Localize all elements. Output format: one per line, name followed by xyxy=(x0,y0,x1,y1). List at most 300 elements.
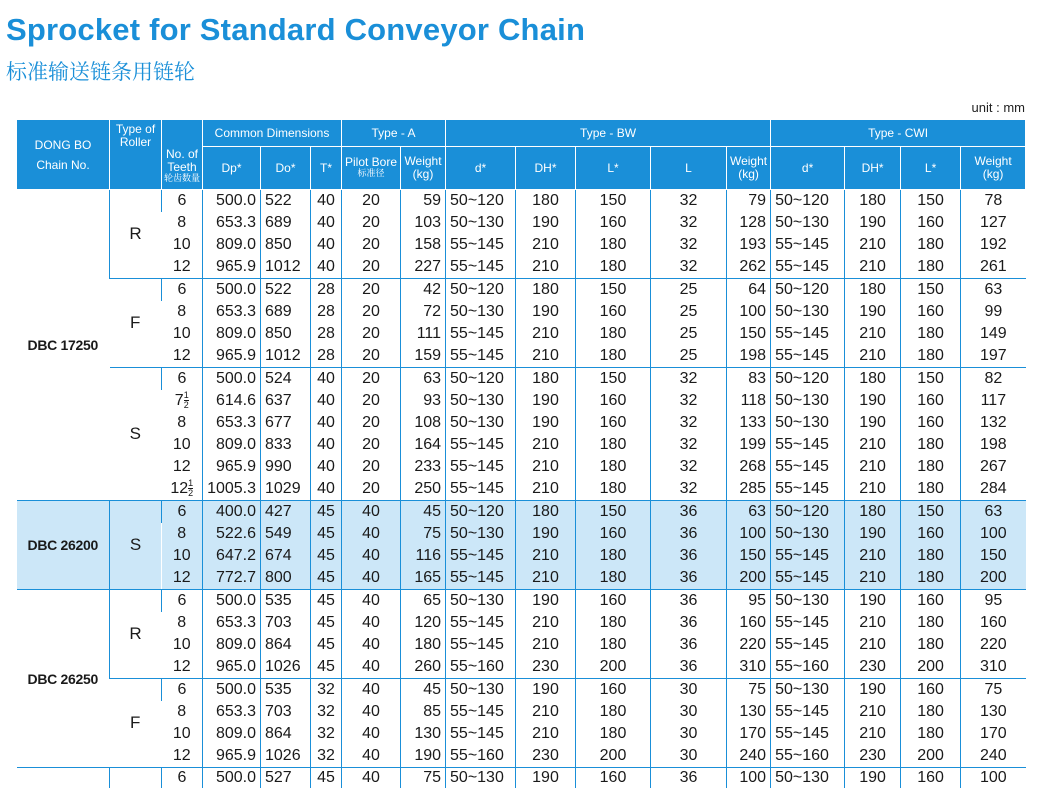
cell-t: 32 xyxy=(311,723,342,745)
cell-pilot-bore: 40 xyxy=(342,745,401,768)
cell-pilot-bore: 20 xyxy=(342,412,401,434)
cell-cwi-d: 55~145 xyxy=(771,545,845,567)
cell-bw-d: 55~145 xyxy=(446,478,516,501)
cell-teeth xyxy=(162,567,203,590)
cell-dp: 500.0 xyxy=(203,190,261,213)
teeth-value: 8 xyxy=(177,525,186,542)
header-weight-a-label: Weight xyxy=(401,155,445,168)
cell-cwi-lstar: 180 xyxy=(901,345,961,368)
cell-weight-a: 227 xyxy=(401,256,446,279)
cell-cwi-lstar: 180 xyxy=(901,612,961,634)
cell-cwi-d: 50~120 xyxy=(771,190,845,213)
cell-cwi-lstar: 160 xyxy=(901,590,961,613)
cell-dp: 500.0 xyxy=(203,279,261,302)
cell-dp: 809.0 xyxy=(203,634,261,656)
table-body xyxy=(17,190,1026,788)
teeth-value: 10 xyxy=(173,436,191,453)
header-weight-bw-kg: (kg) xyxy=(727,168,770,181)
cell-do: 800 xyxy=(261,567,311,590)
cell-weight-a: 59 xyxy=(401,190,446,213)
cell-pilot-bore: 40 xyxy=(342,501,401,524)
cell-dp: 965.9 xyxy=(203,256,261,279)
cell-cwi-lstar: 160 xyxy=(901,212,961,234)
teeth-value: 6 xyxy=(178,192,187,209)
table-row xyxy=(17,701,1026,723)
cell-t: 28 xyxy=(311,301,342,323)
cell-bw-dh: 190 xyxy=(516,590,576,613)
table-row xyxy=(17,212,1026,234)
header-weight-a xyxy=(401,147,446,190)
cell-bw-dh: 210 xyxy=(516,434,576,456)
cell-cwi-dh: 190 xyxy=(845,768,901,788)
cell-weight-a: 72 xyxy=(401,301,446,323)
cell-weight-a: 180 xyxy=(401,634,446,656)
cell-do: 524 xyxy=(261,368,311,391)
cell-bw-d: 55~145 xyxy=(446,545,516,567)
cell-t: 40 xyxy=(311,190,342,213)
cell-bw-lstar: 160 xyxy=(576,679,651,702)
cell-bw-weight: 64 xyxy=(727,279,771,302)
header-pilot-bore-en: Pilot Bore xyxy=(342,156,400,169)
cell-bw-l: 32 xyxy=(651,478,727,501)
cell-bw-l: 32 xyxy=(651,368,727,391)
table-row xyxy=(17,390,1026,412)
cell-t: 45 xyxy=(311,612,342,634)
cell-t: 40 xyxy=(311,212,342,234)
cell-cwi-weight: 198 xyxy=(961,434,1026,456)
cell-bw-d: 55~145 xyxy=(446,323,516,345)
cell-pilot-bore: 40 xyxy=(342,545,401,567)
cell-bw-dh: 210 xyxy=(516,345,576,368)
cell-cwi-lstar: 160 xyxy=(901,523,961,545)
teeth-value: 12 xyxy=(170,480,188,497)
teeth-value: 8 xyxy=(177,214,186,231)
cell-cwi-lstar: 150 xyxy=(901,190,961,213)
cell-bw-l: 25 xyxy=(651,279,727,302)
chain-model: DBC 17250 xyxy=(17,190,110,501)
cell-bw-lstar: 180 xyxy=(576,723,651,745)
header-chain-no-line2: Chain No. xyxy=(17,155,109,175)
cell-cwi-weight: 284 xyxy=(961,478,1026,501)
cell-weight-a: 250 xyxy=(401,478,446,501)
table-row xyxy=(17,679,1026,702)
cell-cwi-dh: 190 xyxy=(845,212,901,234)
fraction-numerator: 1 xyxy=(184,391,189,400)
cell-cwi-lstar: 160 xyxy=(901,390,961,412)
cell-dp: 614.6 xyxy=(203,390,261,412)
cell-teeth xyxy=(162,545,203,567)
teeth-value: 8 xyxy=(177,614,186,631)
cell-do: 1012 xyxy=(261,256,311,279)
teeth-value: 10 xyxy=(173,547,191,564)
roller-type: F xyxy=(110,279,162,368)
cell-cwi-dh: 180 xyxy=(845,501,901,524)
cell-weight-a: 120 xyxy=(401,612,446,634)
header-cwi-dh: DH* xyxy=(845,147,901,190)
cell-weight-a: 103 xyxy=(401,212,446,234)
table-row xyxy=(17,345,1026,368)
cell-dp: 500.0 xyxy=(203,768,261,788)
cell-cwi-d: 50~130 xyxy=(771,679,845,702)
cell-teeth xyxy=(162,234,203,256)
cell-bw-weight: 193 xyxy=(727,234,771,256)
cell-pilot-bore: 20 xyxy=(342,456,401,478)
cell-bw-dh: 180 xyxy=(516,279,576,302)
cell-do: 677 xyxy=(261,412,311,434)
teeth-value: 12 xyxy=(173,658,191,675)
cell-bw-lstar: 180 xyxy=(576,634,651,656)
cell-bw-lstar: 180 xyxy=(576,545,651,567)
header-chain-no-line1: DONG BO xyxy=(17,135,109,155)
cell-cwi-lstar: 150 xyxy=(901,501,961,524)
cell-do: 527 xyxy=(261,768,311,788)
cell-bw-weight: 128 xyxy=(727,212,771,234)
cell-bw-l: 36 xyxy=(651,768,727,788)
header-roller-line1: Type of xyxy=(110,123,161,136)
cell-bw-lstar: 160 xyxy=(576,390,651,412)
cell-dp: 965.9 xyxy=(203,345,261,368)
cell-cwi-weight: 78 xyxy=(961,190,1026,213)
cell-bw-l: 32 xyxy=(651,234,727,256)
cell-bw-dh: 180 xyxy=(516,368,576,391)
cell-bw-lstar: 180 xyxy=(576,478,651,501)
cell-bw-d: 50~130 xyxy=(446,679,516,702)
header-do: Do* xyxy=(261,147,311,190)
cell-bw-d: 50~130 xyxy=(446,412,516,434)
cell-cwi-d: 50~120 xyxy=(771,279,845,302)
cell-weight-a: 93 xyxy=(401,390,446,412)
table-row xyxy=(17,567,1026,590)
header-bw-d: d* xyxy=(446,147,516,190)
cell-t: 40 xyxy=(311,390,342,412)
cell-dp: 965.9 xyxy=(203,456,261,478)
cell-dp: 809.0 xyxy=(203,434,261,456)
cell-cwi-weight: 63 xyxy=(961,279,1026,302)
cell-cwi-weight: 267 xyxy=(961,456,1026,478)
cell-t: 40 xyxy=(311,256,342,279)
table-row xyxy=(17,612,1026,634)
cell-pilot-bore: 40 xyxy=(342,723,401,745)
cell-pilot-bore: 40 xyxy=(342,679,401,702)
cell-cwi-dh: 210 xyxy=(845,567,901,590)
header-teeth-line1: No. of xyxy=(162,148,202,161)
cell-t: 45 xyxy=(311,523,342,545)
page-subtitle: 标准输送链条用链轮 xyxy=(6,56,195,86)
cell-weight-a: 85 xyxy=(401,701,446,723)
cell-dp: 500.0 xyxy=(203,590,261,613)
cell-dp: 400.0 xyxy=(203,501,261,524)
cell-bw-d: 50~130 xyxy=(446,590,516,613)
cell-cwi-weight: 192 xyxy=(961,234,1026,256)
cell-cwi-dh: 210 xyxy=(845,634,901,656)
table-row xyxy=(17,412,1026,434)
cell-cwi-weight: 261 xyxy=(961,256,1026,279)
cell-teeth xyxy=(162,256,203,279)
table-row xyxy=(17,279,1026,302)
cell-bw-weight: 100 xyxy=(727,523,771,545)
cell-bw-d: 55~160 xyxy=(446,745,516,768)
cell-weight-a: 158 xyxy=(401,234,446,256)
cell-bw-weight: 150 xyxy=(727,323,771,345)
cell-bw-weight: 160 xyxy=(727,612,771,634)
cell-cwi-weight: 220 xyxy=(961,634,1026,656)
cell-dp: 653.3 xyxy=(203,612,261,634)
unit-label: unit : mm xyxy=(972,100,1025,115)
chain-model: DBC 26200 xyxy=(17,501,110,590)
teeth-value: 10 xyxy=(173,236,191,253)
cell-bw-d: 55~145 xyxy=(446,434,516,456)
cell-cwi-lstar: 160 xyxy=(901,679,961,702)
teeth-value: 12 xyxy=(173,569,191,586)
header-type-a: Type - A xyxy=(342,120,446,147)
cell-pilot-bore: 20 xyxy=(342,323,401,345)
cell-bw-l: 32 xyxy=(651,434,727,456)
fraction-numerator: 1 xyxy=(188,479,193,488)
cell-bw-dh: 210 xyxy=(516,701,576,723)
cell-cwi-weight: 127 xyxy=(961,212,1026,234)
cell-bw-l: 36 xyxy=(651,590,727,613)
cell-bw-dh: 190 xyxy=(516,301,576,323)
cell-bw-d: 55~145 xyxy=(446,612,516,634)
cell-weight-a: 45 xyxy=(401,501,446,524)
cell-weight-a: 116 xyxy=(401,545,446,567)
cell-bw-d: 50~130 xyxy=(446,390,516,412)
cell-bw-dh: 210 xyxy=(516,478,576,501)
cell-bw-l: 32 xyxy=(651,190,727,213)
cell-do: 522 xyxy=(261,279,311,302)
cell-t: 40 xyxy=(311,412,342,434)
cell-bw-lstar: 180 xyxy=(576,612,651,634)
cell-bw-d: 50~120 xyxy=(446,190,516,213)
teeth-value: 10 xyxy=(173,725,191,742)
teeth-value: 6 xyxy=(178,592,187,609)
cell-pilot-bore: 40 xyxy=(342,590,401,613)
cell-pilot-bore: 20 xyxy=(342,190,401,213)
cell-t: 32 xyxy=(311,679,342,702)
cell-bw-l: 25 xyxy=(651,323,727,345)
cell-cwi-weight: 149 xyxy=(961,323,1026,345)
cell-dp: 653.3 xyxy=(203,701,261,723)
cell-do: 689 xyxy=(261,301,311,323)
header-weight-bw-label: Weight xyxy=(727,155,770,168)
cell-bw-weight: 220 xyxy=(727,634,771,656)
cell-dp: 1005.3 xyxy=(203,478,261,501)
cell-do: 1026 xyxy=(261,745,311,768)
header-cwi-d: d* xyxy=(771,147,845,190)
header-weight-cwi xyxy=(961,147,1026,190)
cell-cwi-dh: 190 xyxy=(845,590,901,613)
cell-bw-d: 55~145 xyxy=(446,256,516,279)
header-type-of-roller xyxy=(110,120,162,190)
cell-cwi-lstar: 180 xyxy=(901,545,961,567)
cell-bw-lstar: 150 xyxy=(576,368,651,391)
cell-cwi-lstar: 180 xyxy=(901,234,961,256)
cell-bw-d: 55~145 xyxy=(446,456,516,478)
cell-teeth xyxy=(162,745,203,768)
cell-cwi-lstar: 180 xyxy=(901,701,961,723)
cell-bw-weight: 130 xyxy=(727,701,771,723)
cell-teeth xyxy=(162,323,203,345)
cell-t: 45 xyxy=(311,567,342,590)
cell-teeth xyxy=(162,523,203,545)
cell-bw-l: 36 xyxy=(651,612,727,634)
cell-bw-l: 30 xyxy=(651,701,727,723)
cell-do: 703 xyxy=(261,701,311,723)
cell-bw-l: 36 xyxy=(651,634,727,656)
cell-cwi-d: 55~145 xyxy=(771,723,845,745)
cell-weight-a: 63 xyxy=(401,368,446,391)
cell-bw-d: 55~145 xyxy=(446,567,516,590)
cell-teeth xyxy=(162,212,203,234)
cell-cwi-lstar: 180 xyxy=(901,723,961,745)
cell-teeth xyxy=(162,368,203,391)
fraction-denominator: 2 xyxy=(184,400,189,410)
cell-cwi-dh: 230 xyxy=(845,656,901,679)
header-weight-a-kg: (kg) xyxy=(401,168,445,181)
header-weight-cwi-label: Weight xyxy=(961,155,1025,168)
cell-teeth xyxy=(162,390,203,412)
cell-teeth xyxy=(162,456,203,478)
table-row xyxy=(17,501,1026,524)
cell-bw-lstar: 150 xyxy=(576,190,651,213)
cell-cwi-dh: 190 xyxy=(845,390,901,412)
cell-weight-a: 190 xyxy=(401,745,446,768)
cell-teeth xyxy=(162,656,203,679)
cell-do: 864 xyxy=(261,634,311,656)
cell-do: 535 xyxy=(261,679,311,702)
header-bw-l: L xyxy=(651,147,727,190)
cell-bw-l: 32 xyxy=(651,412,727,434)
cell-bw-lstar: 200 xyxy=(576,745,651,768)
cell-dp: 653.3 xyxy=(203,301,261,323)
cell-bw-dh: 210 xyxy=(516,634,576,656)
cell-t: 45 xyxy=(311,545,342,567)
cell-bw-dh: 190 xyxy=(516,523,576,545)
cell-bw-weight: 150 xyxy=(727,545,771,567)
cell-bw-weight: 198 xyxy=(727,345,771,368)
table-row xyxy=(17,301,1026,323)
roller-type: S xyxy=(110,368,162,501)
table-row xyxy=(17,723,1026,745)
cell-cwi-weight: 100 xyxy=(961,768,1026,788)
cell-dp: 809.0 xyxy=(203,234,261,256)
cell-weight-a: 75 xyxy=(401,768,446,788)
cell-bw-lstar: 180 xyxy=(576,234,651,256)
table-header xyxy=(17,120,1026,190)
cell-bw-weight: 133 xyxy=(727,412,771,434)
table-row xyxy=(17,256,1026,279)
cell-do: 1012 xyxy=(261,345,311,368)
table-row xyxy=(17,323,1026,345)
cell-bw-d: 55~145 xyxy=(446,723,516,745)
cell-dp: 647.2 xyxy=(203,545,261,567)
cell-teeth xyxy=(162,190,203,213)
cell-dp: 522.6 xyxy=(203,523,261,545)
cell-cwi-weight: 197 xyxy=(961,345,1026,368)
cell-pilot-bore: 40 xyxy=(342,768,401,788)
cell-cwi-d: 50~130 xyxy=(771,301,845,323)
cell-cwi-weight: 170 xyxy=(961,723,1026,745)
cell-bw-l: 30 xyxy=(651,745,727,768)
page-title: Sprocket for Standard Conveyor Chain xyxy=(6,12,585,48)
table-row xyxy=(17,434,1026,456)
cell-cwi-d: 55~145 xyxy=(771,256,845,279)
teeth-value: 12 xyxy=(173,258,191,275)
cell-bw-lstar: 160 xyxy=(576,590,651,613)
cell-bw-weight: 75 xyxy=(727,679,771,702)
table-row xyxy=(17,523,1026,545)
cell-do: 674 xyxy=(261,545,311,567)
cell-cwi-weight: 130 xyxy=(961,701,1026,723)
cell-pilot-bore: 40 xyxy=(342,634,401,656)
cell-bw-d: 50~120 xyxy=(446,368,516,391)
cell-bw-l: 36 xyxy=(651,545,727,567)
cell-cwi-dh: 210 xyxy=(845,345,901,368)
roller-type: F xyxy=(110,679,162,768)
cell-cwi-weight: 310 xyxy=(961,656,1026,679)
cell-cwi-weight: 82 xyxy=(961,368,1026,391)
header-roller-line2: Roller xyxy=(110,136,161,149)
cell-bw-dh: 190 xyxy=(516,390,576,412)
cell-cwi-d: 55~160 xyxy=(771,745,845,768)
teeth-value: 10 xyxy=(173,325,191,342)
cell-weight-a: 233 xyxy=(401,456,446,478)
fraction-denominator: 2 xyxy=(188,488,193,498)
cell-bw-weight: 285 xyxy=(727,478,771,501)
cell-do: 1026 xyxy=(261,656,311,679)
cell-t: 28 xyxy=(311,279,342,302)
cell-cwi-weight: 63 xyxy=(961,501,1026,524)
cell-bw-weight: 170 xyxy=(727,723,771,745)
cell-teeth xyxy=(162,701,203,723)
teeth-value: 6 xyxy=(178,503,187,520)
cell-do: 522 xyxy=(261,190,311,213)
cell-bw-l: 36 xyxy=(651,501,727,524)
cell-bw-dh: 190 xyxy=(516,412,576,434)
cell-weight-a: 42 xyxy=(401,279,446,302)
cell-bw-d: 55~145 xyxy=(446,701,516,723)
cell-bw-weight: 83 xyxy=(727,368,771,391)
cell-bw-weight: 79 xyxy=(727,190,771,213)
cell-weight-a: 108 xyxy=(401,412,446,434)
cell-bw-dh: 190 xyxy=(516,212,576,234)
header-cwi-lstar: L* xyxy=(901,147,961,190)
header-common-dimensions: Common Dimensions xyxy=(203,120,342,147)
cell-bw-dh: 210 xyxy=(516,612,576,634)
cell-cwi-d: 50~130 xyxy=(771,768,845,788)
cell-teeth xyxy=(162,634,203,656)
cell-bw-dh: 180 xyxy=(516,190,576,213)
cell-bw-lstar: 180 xyxy=(576,567,651,590)
cell-teeth xyxy=(162,301,203,323)
cell-pilot-bore: 40 xyxy=(342,523,401,545)
cell-bw-l: 32 xyxy=(651,212,727,234)
cell-bw-weight: 63 xyxy=(727,501,771,524)
cell-bw-dh: 210 xyxy=(516,545,576,567)
header-pilot-bore-cn: 标准径 xyxy=(342,169,400,180)
cell-bw-lstar: 160 xyxy=(576,768,651,788)
cell-teeth xyxy=(162,345,203,368)
cell-bw-l: 30 xyxy=(651,723,727,745)
cell-bw-lstar: 180 xyxy=(576,345,651,368)
cell-cwi-dh: 210 xyxy=(845,701,901,723)
header-weight-bw xyxy=(727,147,771,190)
cell-bw-l: 36 xyxy=(651,656,727,679)
cell-cwi-d: 55~145 xyxy=(771,634,845,656)
cell-bw-l: 36 xyxy=(651,523,727,545)
cell-bw-lstar: 180 xyxy=(576,323,651,345)
header-teeth-cn: 轮齿数量 xyxy=(162,174,202,185)
